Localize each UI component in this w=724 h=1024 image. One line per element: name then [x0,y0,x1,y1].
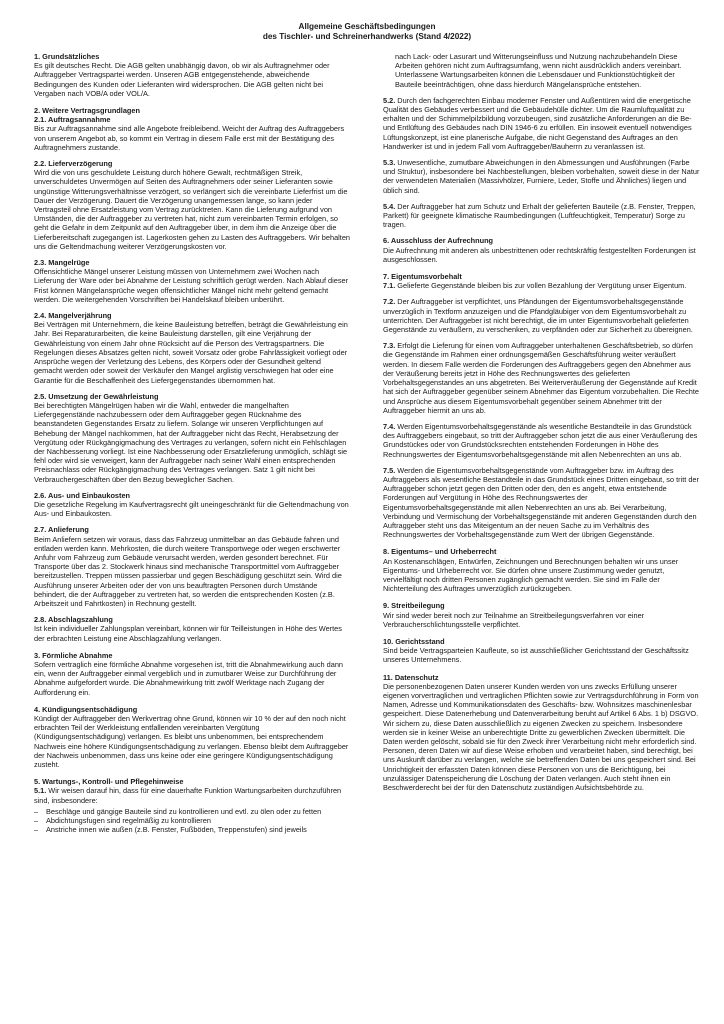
subsection-body: Der Auftraggeber hat zum Schutz und Erhalt der gelieferten Bauteile (z.B. Fenster, Treppen, Parkett) für geeignete klimatische Raumbedingungen (Luftfeuchtigkeit, Temperatur) Sorge zu tragen. [383,201,696,230]
list-item: – Anstriche innen wie außen (z.B. Fenster, Fußböden, Treppenstufen) sind jeweils [34,825,351,834]
subsection-text [34,786,351,804]
subsection-number: 5.4. [383,201,396,211]
columns [34,52,700,842]
section-9 [383,601,700,629]
section-text: Kündigt der Auftraggeber den Werkvertrag ohne Grund, können wir 10 % der auf den noch nicht erbrachten Teil der Werkleistung entfallenden vereinbarten Vergütung (Kündigungsentschädigung) verlangen. Es bleibt uns unbenommen, bei entsprechendem Nachweis eine höhere Kündigungsentschädigung zu verlangen. Ebenso bleibt dem Auftraggeber der Nachweis unbenommen, dass uns keine oder eine geringere Kündigungsentschädigung zusteht. [34,714,349,770]
list-item-continuation: nach Lack- oder Lasurart und Witterungseinfluss und Nutzung nachzubehandeln Diese Arbeiten gehören nicht zum Auftragsumfang, wenn nicht ausdrücklich anders vereinbart. Unterlassene Wartungsarbeiten können die Lebensdauer und Funktionstüchtigkeit der Bauteile beeinträchtigen, ohne dass hierdurch Mängelansprüche entstehen. [395,52,682,89]
subsection-number: 7.4. [383,421,396,431]
list-item: – Beschläge und gängige Bauteile sind zu kontrollieren und evtl. zu ölen oder zu fetten [34,807,351,816]
section-heading: 8. Eigentums– und Urheberrecht [383,547,497,557]
subsection-number: 7.3. [383,341,396,351]
section-11 [383,673,700,793]
subsection-number: 5.2. [383,95,396,105]
subsection-text [383,202,700,230]
subsection-body: Durch den fachgerechten Einbau moderner Fenster und Außentüren wird die energetische Qualität des Gebäudes verbessert und die Gebäudehülle dichter. Um die Raumluftqualität zu erhalten und der Schimmelpilzbildung vorzubeugen, sind zusätzliche Anforderungen an die Be- und Entlüftung des Gebäudes nach DIN 1946-6 zu erfüllen. Ein insoweit eventuell notwendiges Lüftungskonzept, ist eine planerische Aufgabe, die nicht Gegenstand des Auftrages an den Handwerker ist und in jedem Fall vom Auftraggeber/Bauherrn zu veranlassen ist. [383,95,692,151]
section-1 [34,52,351,98]
subsection-heading: 2.2. Lieferverzögerung [34,159,113,169]
maintenance-list [34,807,351,835]
section-text: Die Aufrechnung mit anderen als unbestrittenen oder rechtskräftig festgestellten Forderungen ist ausgeschlossen. [383,245,696,264]
section-5 [34,777,351,834]
section-heading: 9. Streitbeilegung [383,601,445,611]
subsection-number: 7.2. [383,297,396,307]
subsection-body: Wir weisen darauf hin, dass für eine dauerhafte Funktion Wartungsarbeiten durchzuführen sind, insbesondere: [34,786,342,805]
subsection-text: Ist kein individueller Zahlungsplan vereinbart, können wir für Teilleistungen in Höhe des Wertes der erbrachten Leistung eine Abschlagzahlung verlangen. [34,624,342,643]
right-column [383,52,700,842]
section-heading: 1. Grundsätzliches [34,52,100,61]
section-7 [383,272,700,539]
section-text: An Kostenanschlägen, Entwürfen, Zeichnungen und Berechnungen behalten wir uns unser Eigentums- und Urheberrecht vor. Sie dürfen ohne unsere Zustimmung weder genutzt, vervielfältigt noch dritten Personen zugänglich gemacht werden. Sie sind im Falle der Nichterteilung des Auftrages unverzüglich zurückzugeben. [383,556,679,594]
section-heading: 5. Wartungs-, Kontroll- und Pflegehinweise [34,777,184,787]
section-4 [34,705,351,769]
subsection-heading: 2.1. Auftragsannahme [34,115,111,125]
section-text: Die personenbezogenen Daten unserer Kunden werden von uns zwecks Erfüllung unserer eigenen vorvertraglichen und vertraglichen Pflichten sowie zur Vertragsdurchführung in Form von Namen, Adresse und Kommunikationsdaten des Geschäfts- bzw. Wohnsitzes maschinenlesbar gespeichert. Diese Datenerhebung und Datenverarbeitung beruht auf Artikel 6 Abs. 1 b) DSGVO. Wir sichern zu, diese Daten ausschließlich zu eigenen Zwecken zu speichern. Insbesondere werden sie in keiner Weise an unberechtigte Dritte zu gewerblichen Zwecken übermittelt. Die Daten werden gelöscht, sobald sie für den Zweck ihrer Verarbeitung nicht mehr erforderlich sind. Personen, deren Daten wir auf diese Weise erhoben und verarbeitet haben, sind berechtigt, bei uns Auskunft darüber zu verlangen, welche sie betreffenden Daten bei uns gespeichert sind. Bei Unrichtigkeit der erfassten Daten können diese Personen von uns die Berichtigung, bei unzulässiger Datenspeicherung die Löschung der Daten verlangen. Auch steht ihnen ein Beschwerderecht bei der für den Datenschutz zuständigen Aufsichtsbehörde zu. [383,681,699,793]
title-line-1: Allgemeine Geschäftsbedingungen [298,22,436,31]
section-text: Es gilt deutsches Recht. Die AGB gelten unabhängig davon, ob wir als Auftragnehmer oder Auftraggeber Vertragspartei werden. Unseren AGB entgegenstehende, abweichende Bedingungen des Kunden oder Lieferanten wird widersprochen. Die AGB gelten nicht bei Vergaben nach VOB/A oder VOL/A. [34,61,330,98]
subsection-text: Beim Anliefern setzen wir voraus, dass das Fahrzeug unmittelbar an das Gebäude fahren und entladen werden kann. Mehrkosten, die durch weitere Transportwege oder wegen erschwerter Anfuhr vom Fahrzeug zum Gebäude verursacht werden, werden gesondert berechnet. Für Transporte über das 2. Stockwerk hinaus sind mechanische Transportmittel vom Auftraggeber bereitzustellen. Treppen müssen passierbar und gegen Beschädigung geschützt sein. Wird die Ausführung unserer Arbeiten oder der von uns beauftragten Personen durch Umstände behindert, die der Auftraggeber zu vertreten hat, so werden die entsprechenden Kosten (z.B. Arbeitszeit und Fahrtkosten) in Rechnung gestellt. [34,534,342,608]
subsection-heading: 2.7. Anlieferung [34,525,89,535]
subsection-text: Wird die von uns geschuldete Leistung durch höhere Gewalt, rechtmäßigen Streik, unverschuldetes Unvermögen auf Seiten des Auftragnehmers oder seiner Lieferanten sowie ungünstige Witterungsverhältnisse verzögert, so verlängert sich die vereinbarte Lieferfrist um die Dauer der Verzögerung. Dauert die Verzögerung unangemessen lange, so kann jeder Vertragsteil ohne Ersatzleistung vom Vertrag zurücktreten. Kann die Lieferung aufgrund von Umständen, die der Auftraggeber zu vertreten hat, nicht zum vereinbarten Termin erfolgen, so geht die Gefahr in dem Zeitpunkt auf den Auftraggeber über, in dem ihm die Anzeige über die Lieferbereitschaft zugegangen ist. Lagerkosten gehen zu Lasten des Auftraggebers. Wir behalten uns die Geltendmachung weiterer Verzögerungskosten vor. [34,168,350,251]
title-line-2: des Tischler- und Schreinerhandwerks (Stand 4/2022) [262,32,472,41]
section-heading: 2. Weitere Vertragsgrundlagen [34,106,140,116]
subsection-number: 5.1. [34,786,47,796]
section-heading: 3. Förmliche Abnahme [34,650,113,660]
subsection-number: 7.5. [383,465,396,475]
list-item: – Abdichtungsfugen sind regelmäßig zu kontrollieren [34,816,351,825]
subsection-text: Bei berechtigten Mängelrügen haben wir die Wahl, entweder die mangelhaften Liefergegenstände nachzubessern oder dem Auftraggeber gegen Rücknahme des beanstandeten Gegenstandes Ersatz zu liefern. Solange wir unseren Verpflichtungen auf Behebung der Mängel nachkommen, hat der Auftraggeber nicht das Recht, Herabsetzung der Vergütung oder Rückgängigmachung des Vertrages zu verlangen, sofern nicht ein Fehlschlagen der Nachbesserung vorliegt. Ist eine Nachbesserung oder Ersatzlieferung unmöglich, schlägt sie fehl oder wird sie verweigert, kann der Auftraggeber nach seiner Wahl einen entsprechenden Preisnachlass oder Rückgängigmachung des Vertrages verlangen. Satz 1 gilt nicht bei Verbrauchergeschäften über den Bezug beweglicher Sachen. [34,400,348,484]
subsection-text [383,158,700,195]
section-heading: 11. Datenschutz [383,672,439,682]
subsection-text [383,281,700,290]
section-3 [34,651,351,697]
left-column [34,52,351,842]
subsection-heading: 2.6. Aus- und Einbaukosten [34,490,131,500]
subsection-text [383,297,700,334]
subsection-text: Bis zur Auftragsannahme sind alle Angebote freibleibend. Weicht der Auftrag des Auftraggebers von unserem Angebot ab, so kommt ein Vertrag in diesem Falle erst mit der Bestätigung des Auftragnehmers zustande. [34,124,345,152]
subsection-body: Der Auftraggeber ist verpflichtet, uns Pfändungen der Eigentumsvorbehaltsgegenstände unverzüglich in Textform anzuzeigen und die Pfandgläubiger von dem Eigentumsvorbehalt zu unterrichten. Der Auftraggeber ist nicht berechtigt, die im unter Eigentumsvorbehalt gelieferten Gegenstände zu veräußern, zu verschenken, zu verpfänden oder zur Sicherheit zu übereignen. [383,297,693,335]
subsection-heading: 2.5. Umsetzung der Gewährleistung [34,391,159,401]
section-heading: 6. Ausschluss der Aufrechnung [383,236,494,246]
section-10 [383,637,700,665]
subsection-body: Gelieferte Gegenstände bleiben bis zur vollen Bezahlung der Vergütung unser Eigentum. [397,281,687,291]
subsection-text [383,341,700,415]
subsection-text: Offensichtliche Mängel unserer Leistung müssen von Unternehmern zwei Wochen nach Lieferung der Ware oder bei Abnahme der Leistung schriftlich gerügt werden. Nach Ablauf dieser Frist können Mängelansprüche wegen offensichtlicher Mängel nicht mehr geltend gemacht werden. Die weitergehenden Vorschriften bei Handelskauf bleiben unberührt. [34,267,349,304]
subsection-heading: 2.3. Mangelrüge [34,258,90,268]
section-6 [383,236,700,264]
subsection-body: Werden die Eigentumsvorbehaltsgegenstände vom Auftraggeber bzw. im Auftrag des Auftraggebers als wesentliche Bestandteile in das Grundstück eines Dritten eingebaut, so tritt der Auftraggeber schon jetzt gegen den Dritten oder den, den es angeht, etwa entstehende Forderungen auf Vergütung in Höhe des Rechnungswertes der Eigentumsvorbehaltsgegenstände mit allen Nebenrechten an uns ab. Bei Verarbeitung, Verbindung und Vermischung der Vorbehaltsgegenstände mit anderen Gegenständen durch den Auftraggeber steht uns das Miteigentum an der neuen Sache zu im Verhältnis des Rechnungswertes der Vorbehaltsgegenstände zum Wert der übrigen Gegenstände. [383,465,699,540]
subsection-text [383,96,700,151]
section-text: Sofern vertraglich eine förmliche Abnahme vorgesehen ist, tritt die Abnahmewirkung auch dann ein, wenn der Auftraggeber einmal vergeblich und in zumutbarer Weise zur Durchführung der Abnahme aufgefordert wurde. Die Abnahmewirkung tritt zwölf Werktage nach Zugang der Aufforderung ein. [34,659,344,697]
subsection-number: 7.1. [383,281,396,291]
section-2 [34,106,351,643]
subsection-text: Bei Verträgen mit Unternehmern, die keine Bauleistung betreffen, beträgt die Gewährleistung ein Jahr. Bei Reparaturarbeiten, die keine Bauleistung darstellen, gilt eine Verjährung der Gewährleistung von einem Jahr ohne Rücksicht auf die Person des Vertragspartners. Die Regelungen dieses Absatzes gelten nicht, soweit Vorsatz oder grobe Fahrlässigkeit vorliegt oder Ansprüche wegen der Verletzung des Lebens, des Körpers oder der Gesundheit geltend gemacht werden oder soweit der Verkäufer den Mangel arglistig verschwiegen hat oder eine Garantie für die Beschaffenheit des Liefergegenstandes übernommen hat. [34,320,348,385]
subsection-heading: 2.4. Mangelverjährung [34,311,112,321]
section-text: Sind beide Vertragsparteien Kaufleute, so ist ausschließlicher Gerichtsstand der Geschäftssitz unseres Unternehmens. [383,646,689,665]
section-heading: 10. Gerichtsstand [383,636,445,646]
subsection-heading: 2.8. Abschlagszahlung [34,615,113,625]
section-heading: 7. Eigentumsvorbehalt [383,272,462,282]
subsection-body: Werden Eigentumsvorbehaltsgegenstände als wesentliche Bestandteile in das Grundstück des Auftraggebers eingebaut, so tritt der Auftraggeber schon jetzt die aus einer Veräußerung des Grundstückes oder von Grundstücksrechten entstehenden Forderungen in Höhe des Rechnungswertes der Eigentumsvorbehaltsgegenstände mit allen Nebenrechten an uns ab. [383,421,698,459]
subsection-body: Unwesentliche, zumutbare Abweichungen in den Abmessungen und Ausführungen (Farbe und Struktur), insbesondere bei Nachbestellungen, bleiben vorbehalten, soweit diese in der Natur der verwendeten Materialien (Massivhölzer, Furniere, Leder, Stoffe und Ähnliches) liegen und üblich sind. [383,158,700,195]
subsection-text: Die gesetzliche Regelung im Kaufvertragsrecht gilt uneingeschränkt für die Geltendmachung von Aus- und Einbaukosten. [34,499,349,519]
section-text: Wir sind weder bereit noch zur Teilnahme an Streitbeilegungsverfahren vor einer Verbraucherschlichtungsstelle verpflichtet. [383,610,645,629]
subsection-text [383,422,700,459]
subsection-number: 5.3. [383,158,396,168]
section-heading: 4. Kündigungsentschädigung [34,704,138,714]
section-8 [383,547,700,593]
document-title [34,22,700,42]
subsection-body: Erfolgt die Lieferung für einen vom Auftraggeber unterhaltenen Geschäftsbetrieb, so dürfen die Gegenstände im Rahmen einer ordnungsgemäßen Geschäftsführung weiter veräußert werden. In diesem Falle werden die Forderungen des Auftraggebers gegen den Abnehmer aus der Veräußerung bereits jetzt in Höhe des Rechnungswertes des gelieferten Vorbehaltsgegenstandes an uns abgetreten. Bei Weiterveräußerung der Gegenstände auf Kredit hat sich der Auftraggeber gegenüber seinem Abnehmer das Eigentum vorzubehalten. Die Rechte und Ansprüche aus diesem Eigentumsvorbehalt gegenüber seinem Abnehmer tritt der Auftraggeber hiermit an uns ab. [383,341,699,415]
subsection-text [383,466,700,540]
